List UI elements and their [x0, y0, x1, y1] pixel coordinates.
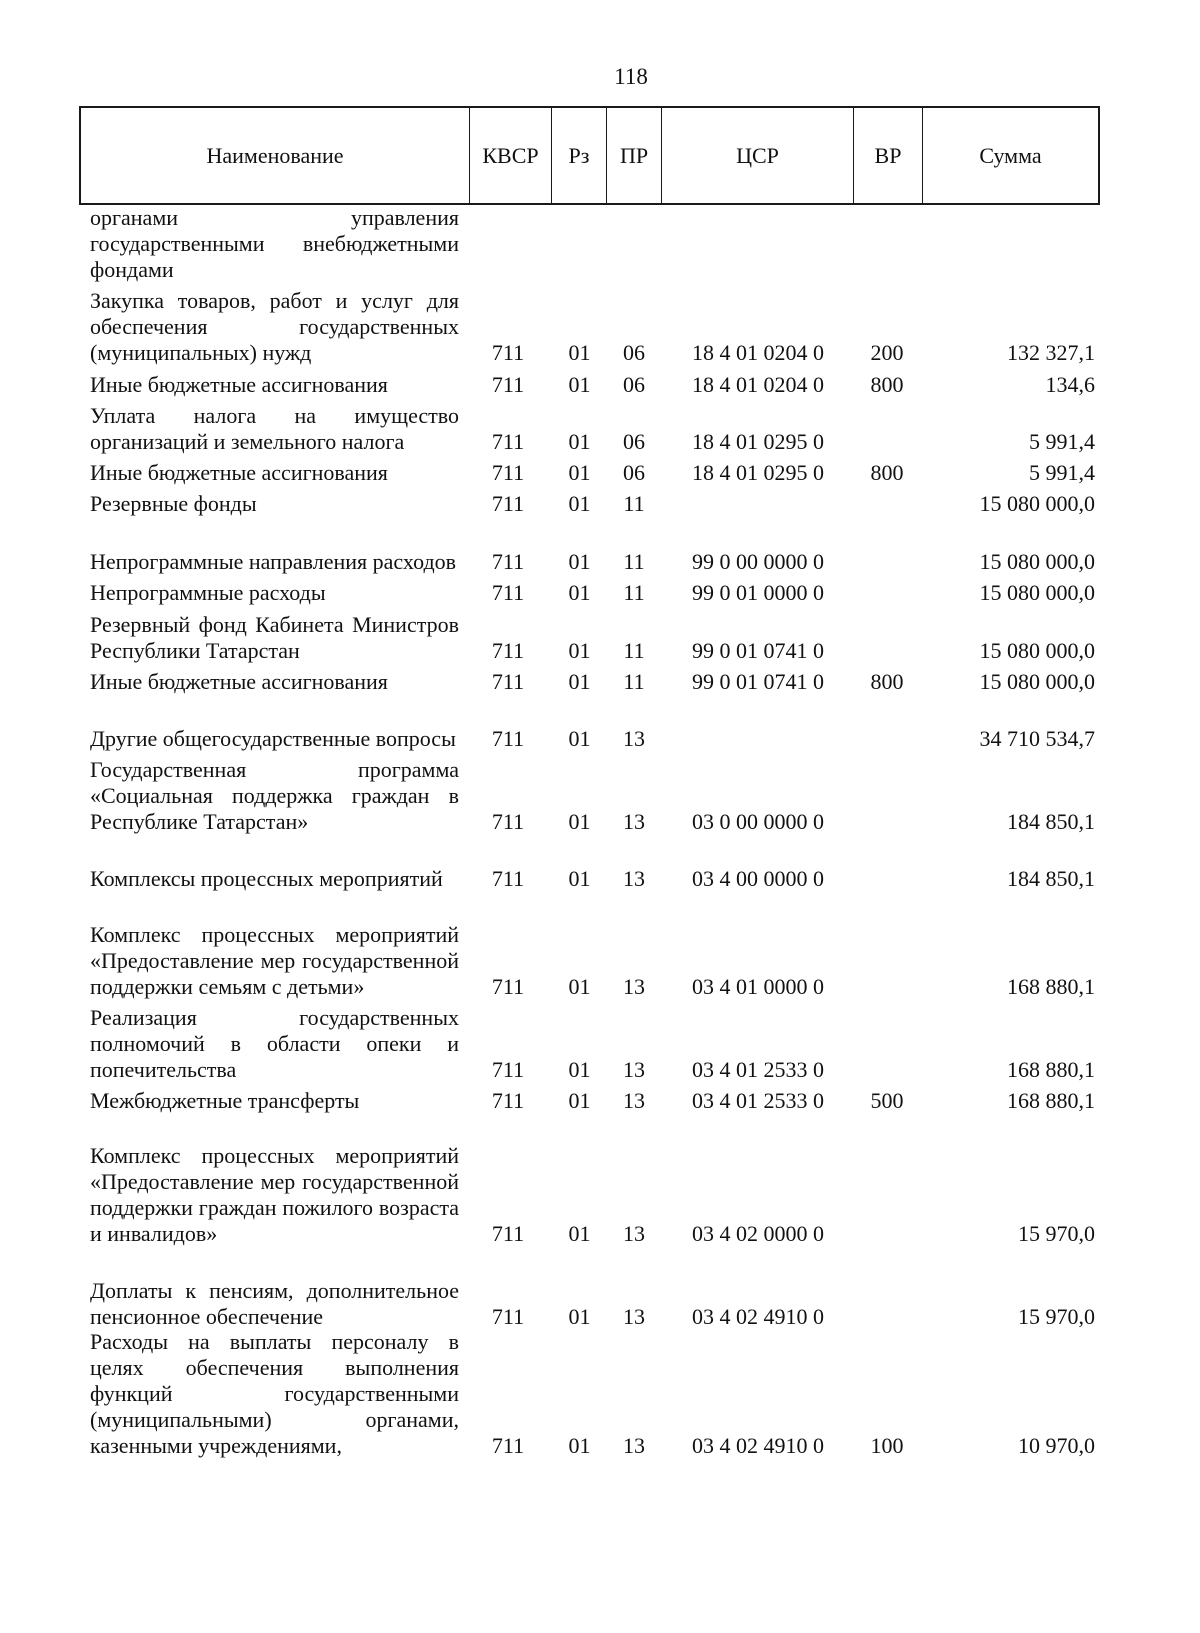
cell-sum: 15 970,0	[1018, 1221, 1095, 1246]
cell-name: Иные бюджетные ассигнования	[90, 372, 388, 397]
cell-kvsr: 711	[491, 549, 525, 574]
cell-vr: 100	[870, 1433, 904, 1458]
cell-kvsr: 711	[491, 669, 525, 694]
cell-sum: 15 080 000,0	[979, 638, 1095, 663]
cell-rz: 01	[568, 638, 591, 663]
page-number: 118	[614, 64, 648, 89]
cell-csr: 18 4 01 0204 0	[692, 372, 824, 397]
cell-pr: 11	[623, 491, 645, 516]
cell-kvsr: 711	[491, 340, 525, 365]
header-csr: ЦСР	[662, 108, 854, 203]
cell-kvsr: 711	[491, 580, 525, 605]
cell-sum: 184 850,1	[1007, 866, 1095, 891]
cell-kvsr: 711	[491, 491, 525, 516]
cell-kvsr: 711	[491, 1057, 525, 1082]
cell-kvsr: 711	[491, 974, 525, 999]
cell-rz: 01	[568, 809, 591, 834]
cell-csr: 99 0 01 0741 0	[692, 669, 824, 694]
cell-pr: 13	[623, 866, 645, 891]
cell-csr: 18 4 01 0295 0	[692, 460, 824, 485]
cell-pr: 11	[623, 549, 645, 574]
cell-name: Иные бюджетные ассигнования	[90, 669, 388, 694]
cell-pr: 13	[623, 1221, 645, 1246]
cell-sum: 168 880,1	[1007, 1088, 1095, 1113]
cell-rz: 01	[568, 1304, 591, 1329]
cell-name: Доплаты к пенсиям, дополнительное пенсионное обеспечение	[90, 1278, 459, 1329]
cell-rz: 01	[568, 726, 591, 751]
cell-name: Комплекс процессных мероприятий «Предоставление мер государственной поддержки граждан пожилого возраста и инвалидов»	[90, 1143, 459, 1246]
cell-csr: 99 0 01 0000 0	[692, 580, 824, 605]
cell-csr: 18 4 01 0295 0	[692, 429, 824, 454]
cell-kvsr: 711	[491, 460, 525, 485]
cell-kvsr: 711	[491, 1221, 525, 1246]
cell-kvsr: 711	[491, 1088, 525, 1113]
cell-sum: 184 850,1	[1007, 809, 1095, 834]
cell-csr: 03 4 01 2533 0	[692, 1057, 824, 1082]
cell-name: Комплексы процессных мероприятий	[90, 866, 443, 891]
cell-rz: 01	[568, 974, 591, 999]
cell-pr: 06	[623, 340, 645, 365]
cell-pr: 06	[623, 429, 645, 454]
cell-csr: 03 4 00 0000 0	[692, 866, 824, 891]
cell-name: Государственная программа «Социальная поддержка граждан в Республике Татарстан»	[90, 757, 459, 834]
cell-csr: 99 0 00 0000 0	[692, 549, 824, 574]
header-kvsr: КВСР	[470, 108, 552, 203]
cell-pr: 11	[623, 669, 645, 694]
cell-rz: 01	[568, 1433, 591, 1458]
cell-csr: 03 4 02 4910 0	[692, 1304, 824, 1329]
header-rz: Рз	[552, 108, 607, 203]
cell-sum: 134,6	[1045, 372, 1095, 397]
cell-name: Другие общегосударственные вопросы	[90, 726, 456, 751]
cell-rz: 01	[568, 1057, 591, 1082]
cell-sum: 5 991,4	[1029, 460, 1095, 485]
cell-rz: 01	[568, 1088, 591, 1113]
cell-rz: 01	[568, 1221, 591, 1246]
cell-pr: 11	[623, 580, 645, 605]
cell-kvsr: 711	[491, 726, 525, 751]
cell-name: органами управления государственными внебюджетными фондами	[90, 205, 459, 282]
header-pr: ПР	[607, 108, 662, 203]
header-name: Наименование	[81, 108, 470, 203]
cell-sum: 15 080 000,0	[979, 580, 1095, 605]
cell-pr: 13	[623, 1433, 645, 1458]
cell-name: Резервный фонд Кабинета Министров Республики Татарстан	[90, 612, 459, 663]
cell-vr: 500	[870, 1088, 904, 1113]
cell-pr: 06	[623, 372, 645, 397]
cell-pr: 13	[623, 1057, 645, 1082]
cell-pr: 06	[623, 460, 645, 485]
cell-csr: 18 4 01 0204 0	[692, 340, 824, 365]
cell-name: Непрограммные направления расходов	[90, 549, 457, 574]
cell-rz: 01	[568, 669, 591, 694]
cell-kvsr: 711	[491, 429, 525, 454]
cell-sum: 10 970,0	[1018, 1433, 1095, 1458]
cell-name: Комплекс процессных мероприятий «Предоставление мер государственной поддержки семьям с детьми»	[90, 922, 459, 999]
cell-csr: 03 0 00 0000 0	[692, 809, 824, 834]
cell-vr: 800	[870, 669, 904, 694]
cell-name: Иные бюджетные ассигнования	[90, 460, 388, 485]
cell-sum: 5 991,4	[1029, 429, 1095, 454]
cell-name: Закупка товаров, работ и услуг для обеспечения государственных (муниципальных) нужд	[90, 288, 459, 365]
cell-csr: 03 4 01 0000 0	[692, 974, 824, 999]
cell-csr: 03 4 02 0000 0	[692, 1221, 824, 1246]
cell-vr: 200	[870, 340, 904, 365]
cell-csr: 99 0 01 0741 0	[692, 638, 824, 663]
cell-name: Непрограммные расходы	[90, 580, 326, 605]
cell-kvsr: 711	[491, 1304, 525, 1329]
cell-rz: 01	[568, 491, 591, 516]
cell-name: Реализация государственных полномочий в области опеки и попечительства	[90, 1005, 459, 1082]
cell-rz: 01	[568, 460, 591, 485]
cell-rz: 01	[568, 372, 591, 397]
cell-sum: 34 710 534,7	[979, 726, 1095, 751]
cell-sum: 15 970,0	[1018, 1304, 1095, 1329]
cell-name: Резервные фонды	[90, 491, 257, 516]
cell-sum: 168 880,1	[1007, 974, 1095, 999]
cell-pr: 11	[623, 638, 645, 663]
cell-rz: 01	[568, 549, 591, 574]
cell-csr: 03 4 02 4910 0	[692, 1433, 824, 1458]
cell-pr: 13	[623, 726, 645, 751]
cell-name: Межбюджетные трансферты	[90, 1088, 360, 1113]
cell-vr: 800	[870, 372, 904, 397]
cell-sum: 132 327,1	[1007, 340, 1095, 365]
cell-sum: 168 880,1	[1007, 1057, 1095, 1082]
cell-sum: 15 080 000,0	[979, 491, 1095, 516]
cell-rz: 01	[568, 429, 591, 454]
cell-rz: 01	[568, 866, 591, 891]
cell-pr: 13	[623, 1304, 645, 1329]
cell-rz: 01	[568, 340, 591, 365]
cell-kvsr: 711	[491, 809, 525, 834]
header-sum: Сумма	[979, 142, 1042, 168]
cell-csr: 03 4 01 2533 0	[692, 1088, 824, 1113]
cell-name: Уплата налога на имущество организаций и земельного налога	[90, 403, 459, 454]
cell-kvsr: 711	[491, 866, 525, 891]
cell-pr: 13	[623, 1088, 645, 1113]
cell-pr: 13	[623, 809, 645, 834]
cell-kvsr: 711	[491, 372, 525, 397]
cell-kvsr: 711	[491, 1433, 525, 1458]
cell-vr: 800	[870, 460, 904, 485]
cell-rz: 01	[568, 580, 591, 605]
header-vr: ВР	[854, 108, 923, 203]
cell-pr: 13	[623, 974, 645, 999]
cell-sum: 15 080 000,0	[979, 669, 1095, 694]
cell-name: Расходы на выплаты персоналу в целях обеспечения выполнения функций государственными (муниципальными) органами, казенными учреждениями,	[90, 1329, 459, 1458]
cell-kvsr: 711	[491, 638, 525, 663]
cell-sum: 15 080 000,0	[979, 549, 1095, 574]
